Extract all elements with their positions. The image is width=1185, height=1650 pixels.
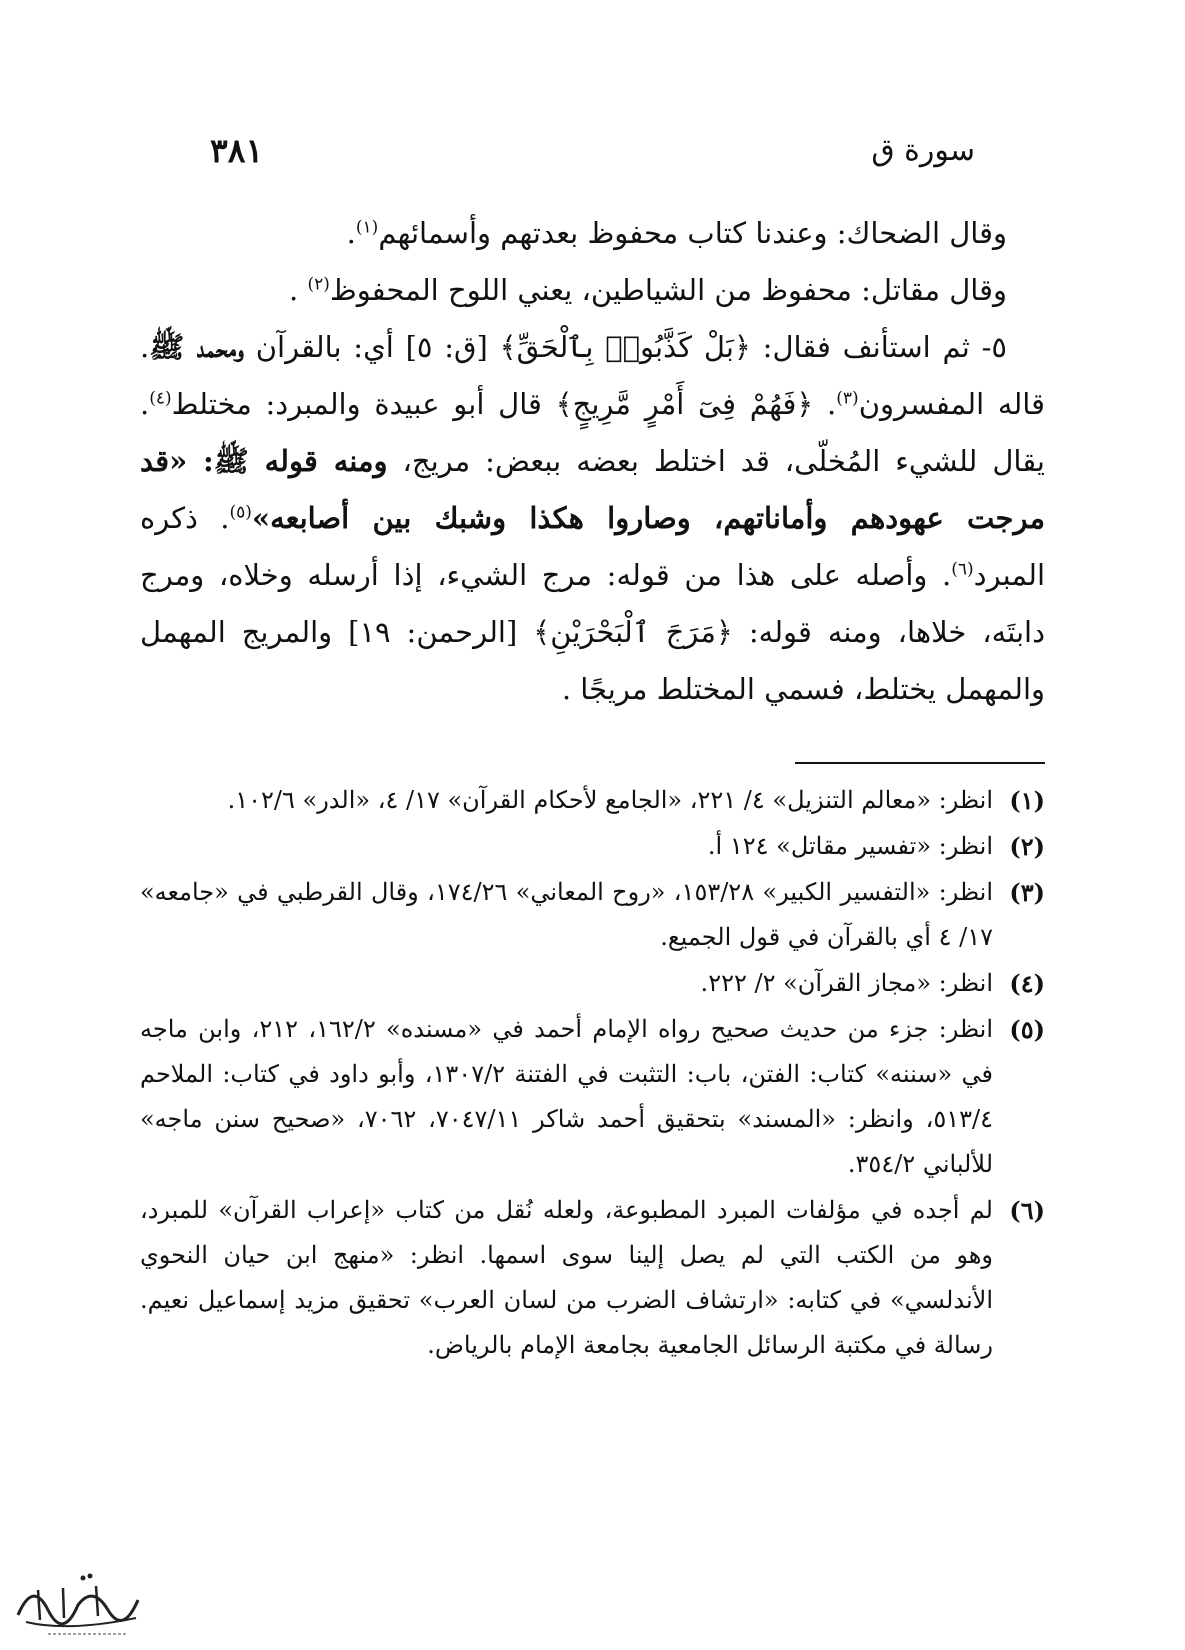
- paragraph-muqatil: [140, 262, 1045, 319]
- verse-ref-text: [ق: ٥] أي: بالقرآن: [243, 330, 500, 364]
- footnote-item: [140, 778, 1045, 823]
- footnote-item: [140, 824, 1045, 869]
- closing-text: [الرحمن: ١٩] والمريج المهمل والمهمل يختلط، فسمي المختلط مريجًا .: [140, 615, 1045, 706]
- library-logo: [8, 1560, 148, 1640]
- footnote-number: (٦): [1009, 1196, 1045, 1225]
- footnote-ref-1[interactable]: (١): [355, 217, 379, 238]
- footnote-number: (٢): [1009, 832, 1045, 861]
- footnote-text: انظر: جزء من حديث صحيح رواه الإمام أحمد في «مسنده» ١٦٢/٢، ٢١٢، وابن ماجه في «سننه» كتاب: الفتن، باب: التثبت في الفتنة ١٣٠٧/٢، وأبو داود في كتاب: الملاحم ٥١٣/٤، وانظر: «المسند» بتحقيق أحمد شاكر ٧٠٤٧/١١، ٧٠٦٢، «صحيح سنن ماجه» للألباني ٣٥٤/٢.: [140, 1015, 993, 1178]
- dahhak-text: وقال الضحاك: وعندنا كتاب محفوظ بعدتهم وأسمائهم: [378, 216, 1007, 250]
- footnote-text: انظر: «تفسير مقاتل» ١٢٤ أ.: [707, 832, 993, 860]
- footnote-number: (٤): [1009, 969, 1045, 998]
- footnote-text: انظر: «معالم التنزيل» ٤/ ٢٢١، «الجامع لأحكام القرآن» ١٧/ ٤، «الدر» ١٠٢/٦.: [227, 786, 993, 814]
- bold-hadith: ومنه قوله ﷺ: «قد مرجت عهودهم وأماناتهم، وصاروا هكذا وشبك بين أصابعه»: [140, 444, 1045, 535]
- paragraph-dahhak: [140, 205, 1045, 262]
- footnote-item: [140, 961, 1045, 1006]
- footnote-ref-2[interactable]: (٢): [307, 274, 330, 295]
- quran-quote-1: ﴿بَلْ كَذَّبُوا۟ بِٱلْحَقِّ﴾: [499, 330, 751, 364]
- footnote-item: [140, 870, 1045, 960]
- footnote-number: (١): [1009, 786, 1045, 815]
- footnote-ref-3[interactable]: (٣): [836, 388, 859, 409]
- page-header: [210, 125, 975, 175]
- footnote-ref-6[interactable]: (٦): [951, 559, 974, 580]
- mubarrad-text: . ذكره المبرد: [140, 501, 1045, 592]
- abu-ubaida-text: قال أبو عبيدة والمبرد: مختلط: [171, 387, 556, 421]
- footnote-number: (٥): [1009, 1015, 1045, 1044]
- muqatil-end: .: [289, 273, 308, 307]
- sep-text: .: [813, 387, 837, 421]
- footnote-ref-4[interactable]: (٤): [149, 388, 172, 409]
- footnote-text: انظر: «مجاز القرآن» ٢/ ٢٢٢.: [700, 969, 993, 997]
- surah-title: سورة ق: [871, 132, 975, 168]
- footnote-text: انظر: «التفسير الكبير» ١٥٣/٢٨، «روح المعاني» ١٧٤/٢٦، وقال القرطبي في «جامعه» ١٧/ ٤ أي بالقرآن في قول الجميع.: [140, 878, 993, 951]
- footnote-ref-5[interactable]: (٥): [229, 502, 252, 523]
- paragraph-verse-5: [140, 319, 1045, 718]
- mufassirun-text: . قاله المفسرون: [140, 330, 1046, 421]
- quran-quote-2: ﴿فَهُمْ فِىٓ أَمْرٍ مَّرِيجٍ﴾: [555, 387, 814, 421]
- footnote-number: (٣): [1009, 878, 1045, 907]
- main-text: [140, 205, 1045, 718]
- footnote-item: [140, 1007, 1045, 1187]
- page-number: ٣٨١: [210, 130, 264, 170]
- asl-text: . وأصله على هذا من قوله: مرج الشيء، إذا أرسله وخلاه، ومرج دابتَه، خلاها، ومنه قوله:: [140, 558, 1046, 649]
- muqatil-text: وقال مقاتل: محفوظ من الشياطين، يعني اللوح المحفوظ: [329, 273, 1007, 307]
- dahhak-end: .: [346, 216, 356, 250]
- footnotes: [140, 778, 1045, 1369]
- footnote-item: [140, 1188, 1045, 1368]
- verse-intro: ٥- ثم استأنف فقال:: [750, 330, 1007, 364]
- footnote-text: لم أجده في مؤلفات المبرد المطبوعة، ولعله نُقل من كتاب «إعراب القرآن» للمبرد، وهو من الكتب التي لم يصل إلينا سوى اسمها. انظر: «منهج ابن حيان النحوي الأندلسي» في كتابه: «ارتشاف الضرب من لسان العرب» تحقيق مزيد إسماعيل نعيم. رسالة في مكتبة الرسائل الجامعية بجامعة الإمام بالرياض.: [140, 1196, 994, 1359]
- footnote-divider: [795, 762, 1045, 764]
- yuqal-text: . يقال للشيء المُخلّى، قد اختلط بعضه ببعض: مريج،: [140, 387, 1045, 478]
- bold-muhammad: ومحمد ﷺ: [149, 330, 244, 364]
- quran-quote-3: ﴿مَرَجَ ٱلْبَحْرَيْنِ﴾: [533, 615, 733, 649]
